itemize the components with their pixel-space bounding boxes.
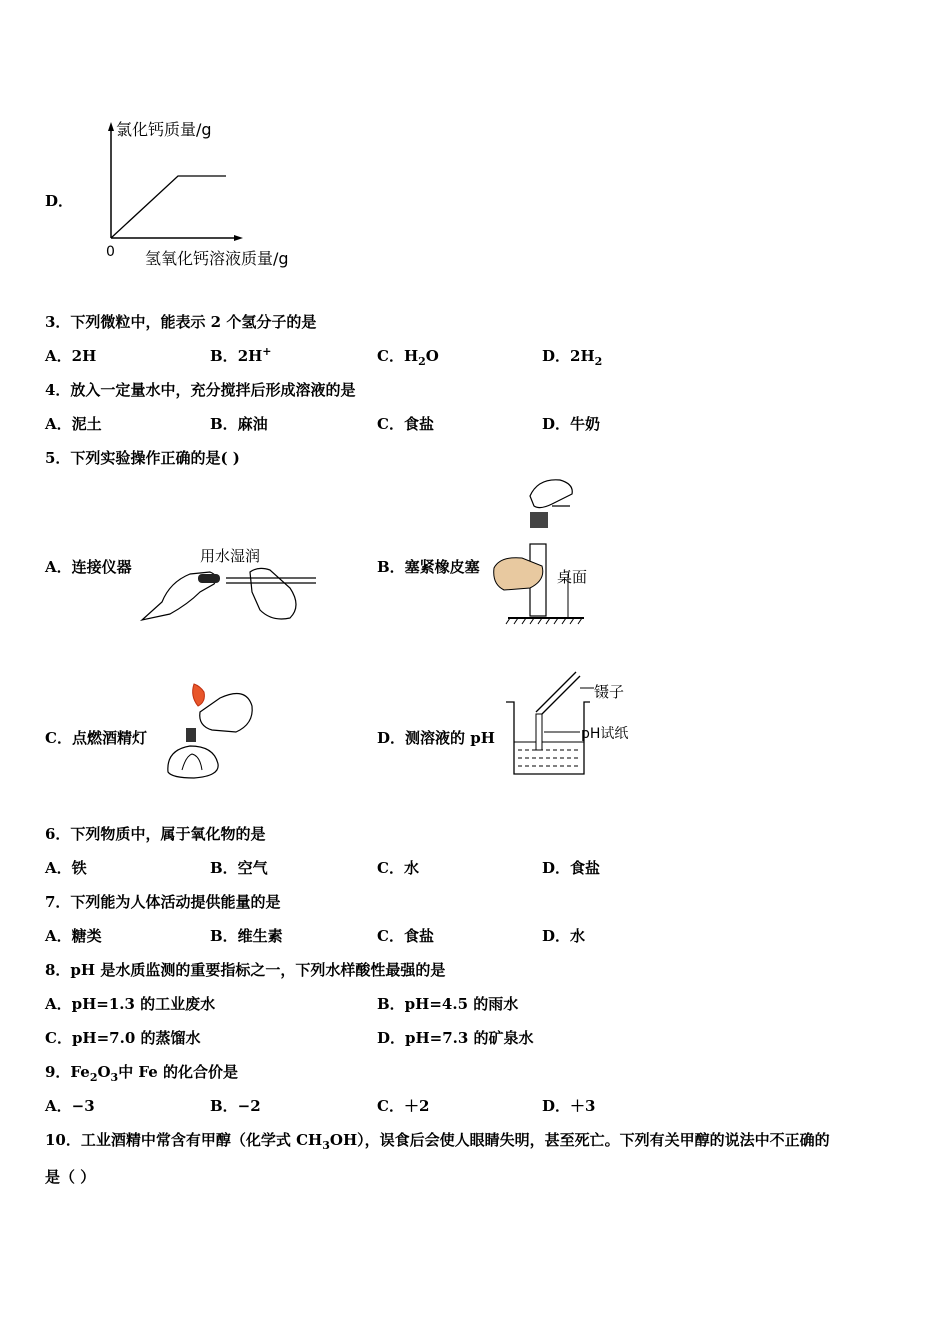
q7-option-a: A．糖类 (45, 927, 102, 945)
q10-line1-pre: 10．工业酒精中常含有甲醇（化学式 CH (45, 1131, 323, 1149)
y-axis-arrow (108, 122, 114, 131)
tweezers-arm-2 (540, 676, 580, 716)
rubber-stopper (530, 512, 548, 528)
q3-b-text: 2H (237, 347, 263, 365)
q3-c-sub: 2 (418, 355, 426, 368)
question-8-stem: 8．pH 是水质监测的重要指标之一，下列水样酸性最强的是 (45, 961, 446, 979)
q4-option-a: A．泥土 (45, 415, 102, 433)
q4-option-d: D．牛奶 (542, 415, 601, 433)
q3-c-tail: O (425, 347, 439, 365)
q8-option-c: C．pH=7.0 的蒸馏水 (45, 1029, 201, 1047)
q8-option-a: A．pH=1.3 的工业废水 (45, 995, 216, 1013)
option-d-label: D． (45, 192, 74, 210)
q3-option-b (210, 345, 272, 366)
q3-d-sub: 2 (594, 355, 603, 368)
question-6-stem: 6．下列物质中，属于氧化物的是 (45, 825, 266, 843)
q6-option-d: D．食盐 (542, 859, 601, 877)
q3-d-label: D． (542, 347, 571, 365)
graph-line (111, 176, 226, 238)
liquid-lines (518, 750, 580, 766)
q9-option-d: D．＋3 (542, 1097, 596, 1115)
flame (193, 684, 205, 706)
q6-option-b: B．空气 (210, 859, 268, 877)
q5-option-a: A．连接仪器 (45, 558, 132, 576)
q6-option-c: C．水 (377, 859, 419, 877)
q8-option-b: B．pH=4.5 的雨水 (377, 995, 519, 1013)
rubber-tube (198, 574, 220, 583)
wick (182, 754, 202, 770)
q9-stem-mid: O (97, 1063, 111, 1081)
lamp-cap (186, 728, 196, 742)
upper-hand (530, 480, 572, 508)
q5-option-d: D．测溶液的 pH (377, 729, 495, 747)
y-axis-label: 氯化钙质量/g (116, 120, 212, 139)
q9-option-c: C．＋2 (377, 1097, 430, 1115)
right-hand (250, 568, 296, 619)
q7-option-d: D．水 (542, 927, 586, 945)
q4-option-b: B．麻油 (210, 415, 268, 433)
q10-line1-sub: 3 (322, 1139, 330, 1152)
q5-b-figure-label: 桌面 (557, 568, 588, 586)
lower-hand (494, 558, 543, 590)
upright-lamp-body (168, 746, 218, 778)
q10-line1-post: OH），误食后会使人眼睛失明，甚至死亡。下列有关甲醇的说法中不正确的 (329, 1131, 830, 1149)
q3-b-label: B． (210, 347, 238, 365)
question-3-stem: 3．下列微粒中，能表示 2 个氢分子的是 (45, 313, 317, 331)
q9-stem-sub2: 3 (110, 1071, 119, 1084)
q3-d-text: 2H (570, 347, 595, 365)
question-5-stem: 5．下列实验操作正确的是( ) (45, 449, 240, 467)
x-axis-arrow (234, 235, 243, 241)
connect-apparatus-figure (140, 562, 320, 624)
beaker (506, 702, 590, 774)
q3-option-a (45, 345, 96, 366)
q5-option-b: B．塞紧橡皮塞 (377, 558, 480, 576)
q7-option-c: C．食盐 (377, 927, 434, 945)
ph-test-figure (500, 668, 600, 780)
question-4-stem: 4．放入一定量水中，充分搅拌后形成溶液的是 (45, 381, 356, 399)
q9-option-a: A．−3 (45, 1097, 95, 1115)
q9-stem-post: 中 Fe 的化合价是 (118, 1063, 239, 1081)
q6-option-a: A．铁 (45, 859, 87, 877)
rubber-stopper-figure (490, 476, 590, 626)
q3-c-label: C． (377, 347, 404, 365)
q9-option-b: B．−2 (210, 1097, 261, 1115)
question-10-stem-line1 (45, 1129, 830, 1152)
q3-a-text: 2H (71, 347, 97, 365)
q3-option-d (542, 345, 602, 368)
q3-option-c (377, 345, 439, 368)
q5-d-tweezers-label: 镊子 (594, 683, 625, 701)
q5-d-ph-paper-label: pH试纸 (581, 726, 629, 742)
question-9-stem (45, 1061, 238, 1084)
x-axis-label: 氢氧化钙溶液质量/g (145, 249, 289, 268)
question-7-stem: 7．下列能为人体活动提供能量的是 (45, 893, 281, 911)
q9-stem-pre: 9．Fe (45, 1063, 90, 1081)
tweezers-arm-1 (536, 672, 576, 712)
alcohol-lamp-figure (160, 672, 260, 782)
q3-a-label: A． (45, 347, 72, 365)
q3-c-text: H (403, 347, 419, 365)
q5-a-figure-label: 用水湿润 (200, 547, 261, 565)
q3-b-sup: + (262, 345, 272, 358)
q5-option-c: C．点燃酒精灯 (45, 729, 147, 747)
q7-option-b: B．维生素 (210, 927, 283, 945)
question-10-stem-line2: 是（ ） (45, 1168, 96, 1186)
tilted-lamp (200, 694, 252, 733)
q8-option-d: D．pH=7.3 的矿泉水 (377, 1029, 534, 1047)
origin-label: 0 (106, 244, 115, 260)
q9-stem-sub1: 2 (89, 1071, 98, 1084)
q4-option-c: C．食盐 (377, 415, 434, 433)
ph-paper (536, 714, 542, 750)
